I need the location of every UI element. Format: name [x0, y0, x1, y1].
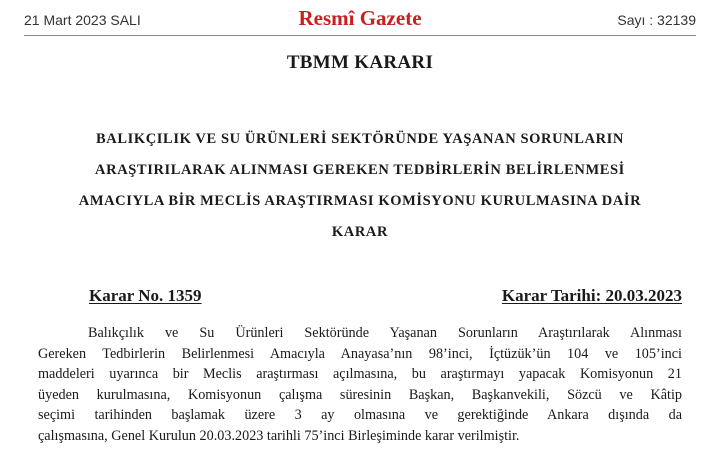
body-line: çalışmasına, Genel Kurulun 20.03.2023 tarihli 75’inci Birleşiminde karar verilmiştir.	[38, 427, 520, 444]
section-title: TBMM KARARI	[286, 52, 434, 73]
decision-title-line: BALIKÇILIK VE SU ÜRÜNLERİ SEKTÖRÜNDE YAŞANAN SORUNLARIN	[96, 131, 624, 147]
decision-title-line: ARAŞTIRILARAK ALINMASI GEREKEN TEDBİRLERİN BELİRLENMESİ	[95, 162, 625, 178]
decision-body	[38, 323, 682, 446]
gazette-title: Resmî Gazete	[298, 6, 422, 30]
issue-date: 21 Mart 2023 SALI	[24, 12, 141, 28]
decision-number: Karar No. 1359	[89, 286, 202, 305]
body-line: seçimi tarihinden başlamak üzere 3 ay olmasına ve gerektiğinde Ankara dışında da	[38, 407, 682, 423]
decision-title-line: AMACIYLA BİR MECLİS ARAŞTIRMASI KOMİSYONU KURULMASINA DAİR	[78, 193, 642, 209]
issue-number: Sayı : 32139	[617, 12, 696, 28]
body-line: Balıkçılık ve Su Ürünleri Sektöründe Yaşanan Sorunların Araştırılarak Alınması	[88, 325, 682, 341]
body-line: üyeden kurulmasına, Komisyonun çalışma süresinin Başkan, Başkanvekili, Sözcü ve Kâtip	[38, 386, 682, 403]
gazette-header	[24, 6, 696, 34]
decision-date: Karar Tarihi: 20.03.2023	[501, 286, 682, 305]
header-divider	[24, 35, 696, 36]
body-line: maddeleri uyarınca bir Meclis araştırması açılmasına, bu araştırmayı yapacak Komisyonun 21	[38, 366, 682, 382]
body-line: Gereken Tedbirlerin Belirlenmesi Amacıyla Anayasa’nın 98’inci, İçtüzük’ün 104 ve 105’inci	[38, 345, 682, 362]
decision-title-line: KARAR	[331, 224, 389, 240]
decision-meta	[89, 286, 682, 308]
decision-title	[30, 124, 690, 248]
